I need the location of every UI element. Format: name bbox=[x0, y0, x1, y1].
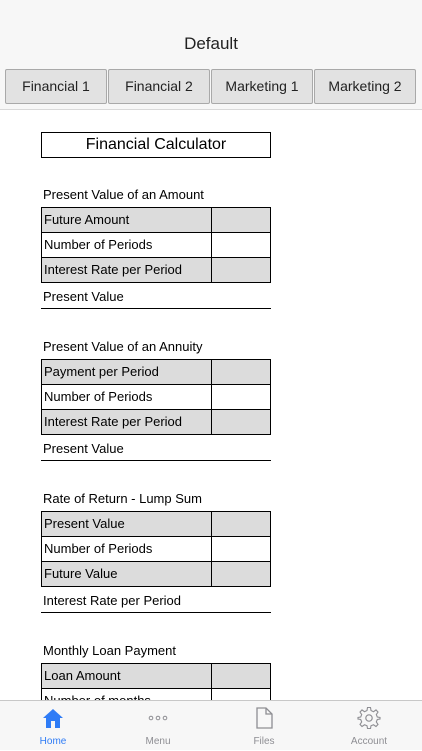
category-tabs bbox=[0, 64, 422, 110]
row-label: Payment per Period bbox=[44, 364, 159, 379]
gear-icon bbox=[357, 706, 381, 730]
tabbar-label: Menu bbox=[145, 736, 171, 747]
tabbar-label: Files bbox=[253, 736, 275, 747]
home-icon bbox=[41, 706, 65, 730]
result-divider bbox=[41, 308, 271, 309]
table-row bbox=[41, 409, 271, 435]
tabbar-item-menu[interactable] bbox=[105, 701, 211, 751]
row-label: Future Value bbox=[44, 566, 118, 581]
table-row bbox=[41, 663, 271, 689]
number-of-periods-input[interactable] bbox=[211, 384, 272, 410]
result-label: Interest Rate per Period bbox=[43, 593, 182, 608]
result-divider bbox=[41, 612, 271, 613]
tab-marketing-1[interactable]: Marketing 1 bbox=[211, 69, 313, 104]
future-value-input[interactable] bbox=[211, 561, 272, 587]
table-row bbox=[41, 207, 271, 233]
tab-marketing-2[interactable]: Marketing 2 bbox=[314, 69, 416, 104]
navigation-bar bbox=[0, 0, 422, 64]
table-row bbox=[41, 359, 271, 385]
file-icon bbox=[252, 706, 276, 730]
result-label: Present Value bbox=[43, 289, 124, 304]
present-value-input[interactable] bbox=[211, 511, 272, 537]
result-divider bbox=[41, 460, 271, 461]
section-title: Monthly Loan Payment bbox=[43, 643, 176, 658]
more-icon bbox=[146, 706, 170, 730]
tabbar-label: Home bbox=[39, 736, 67, 747]
tab-financial-1[interactable]: Financial 1 bbox=[5, 69, 107, 104]
row-label: Number of Periods bbox=[44, 389, 153, 404]
tabbar-item-files[interactable] bbox=[211, 701, 317, 751]
table-row bbox=[41, 384, 271, 410]
row-label: Loan Amount bbox=[44, 668, 121, 683]
section-title: Present Value of an Amount bbox=[43, 187, 204, 202]
row-label: Number of Periods bbox=[44, 237, 153, 252]
row-label: Number of Periods bbox=[44, 541, 153, 556]
section-title: Rate of Return - Lump Sum bbox=[43, 491, 202, 506]
tab-financial-2[interactable]: Financial 2 bbox=[108, 69, 210, 104]
calculator-title: Financial Calculator bbox=[41, 132, 271, 158]
tabbar-label: Account bbox=[350, 736, 388, 747]
future-amount-input[interactable] bbox=[211, 207, 272, 233]
table-row bbox=[41, 257, 271, 283]
row-label: Interest Rate per Period bbox=[44, 414, 183, 429]
table-row bbox=[41, 536, 271, 562]
result-label: Present Value bbox=[43, 441, 124, 456]
table-row bbox=[41, 511, 271, 537]
row-label: Future Amount bbox=[44, 212, 130, 227]
number-of-periods-input[interactable] bbox=[211, 232, 272, 258]
payment-per-period-input[interactable] bbox=[211, 359, 272, 385]
tabbar-item-home[interactable] bbox=[0, 701, 106, 751]
tabbar-item-account[interactable] bbox=[316, 701, 422, 751]
row-label: Interest Rate per Period bbox=[44, 262, 183, 277]
table-row bbox=[41, 232, 271, 258]
loan-amount-input[interactable] bbox=[211, 663, 272, 689]
bottom-tab-bar bbox=[0, 700, 422, 750]
interest-rate-input[interactable] bbox=[211, 257, 272, 283]
section-title: Present Value of an Annuity bbox=[43, 339, 203, 354]
page-title: Default bbox=[184, 34, 238, 53]
row-label: Present Value bbox=[44, 516, 125, 531]
calculator-content[interactable] bbox=[0, 111, 422, 700]
number-of-periods-input[interactable] bbox=[211, 536, 272, 562]
table-row bbox=[41, 561, 271, 587]
interest-rate-input[interactable] bbox=[211, 409, 272, 435]
